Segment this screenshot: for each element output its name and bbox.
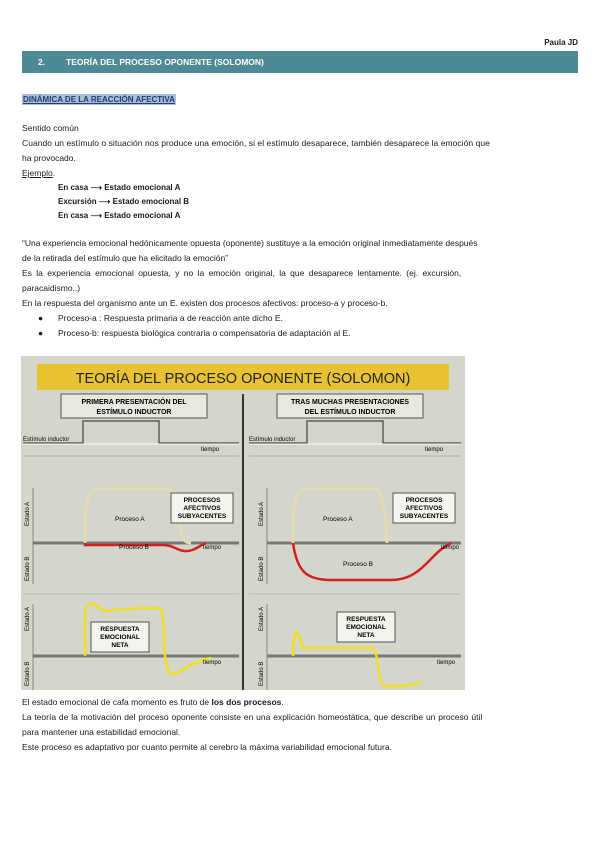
- right-state-b-label: Estado B: [259, 556, 265, 581]
- closing-line-3: para mantener una estabilidad emocional.: [22, 727, 181, 737]
- left-underlying-line-1: PROCESOS: [183, 497, 221, 504]
- left-time-label-3: tiempo: [203, 660, 222, 666]
- bullet-text: Proceso-a : Respuesta primaria a de reacción ante dicho E.: [58, 313, 283, 323]
- author-name: Paula JD: [544, 38, 578, 47]
- example-label-period: .: [52, 168, 56, 178]
- section-heading: [22, 51, 578, 73]
- quote-line-5: En la respuesta del organismo ante un E. existen dos procesos afectivos: proceso-a y proceso-b.: [22, 298, 388, 308]
- left-state-a-label-2: Estado A: [25, 606, 31, 631]
- left-net-line-3: NETA: [111, 642, 129, 649]
- right-panel-header-line-1: TRAS MUCHAS PRESENTACIONES: [290, 399, 410, 406]
- opponent-process-diagram: [21, 356, 465, 690]
- left-net-line-1: RESPUESTA: [100, 626, 140, 633]
- section-number: 2.: [38, 57, 46, 67]
- left-panel-header-line-2: ESTÍMULO INDUCTOR: [96, 409, 172, 416]
- right-underlying-line-2: AFECTIVOS: [405, 505, 443, 512]
- right-state-a-label-2: Estado A: [259, 606, 265, 631]
- right-process-b-label: Proceso B: [343, 561, 373, 568]
- closing-line-1-pre: El estado emocional de cafa momento es fruto de: [22, 697, 212, 707]
- arrow-right-icon: ⟶: [90, 183, 102, 192]
- example-row-2: [58, 195, 189, 209]
- left-state-b-label-2: Estado B: [25, 661, 31, 686]
- section-title: TEORÍA DEL PROCESO OPONENTE (SOLOMON): [66, 57, 264, 67]
- example-right: Estado emocional A: [104, 211, 181, 220]
- quote-line-3: Es la experiencia emocional opuesta, y no la emoción original, la que desaparece lentamente. (ej. excursión,: [22, 268, 462, 278]
- closing-line-1-post: .: [281, 697, 284, 707]
- intro-text-line-1: Cuando un estímulo o situación nos produce una emoción, si el estímulo desaparece, también desaparece la emoción que: [22, 138, 490, 148]
- quote-line-1: “Una experiencia emocional hedónicamente opuesta (oponente) sustituye a la emoción original inmediatamente después: [22, 238, 478, 248]
- example-right: Estado emocional B: [112, 197, 190, 206]
- bullet-dot-icon: ●: [38, 328, 44, 338]
- left-panel-header-line-1: PRIMERA PRESENTACIÓN DEL: [81, 399, 187, 406]
- left-state-b-label: Estado B: [25, 556, 31, 581]
- right-net-line-1: RESPUESTA: [346, 616, 386, 623]
- arrow-right-icon: ⟶: [90, 211, 102, 220]
- example-label-text: Ejemplo: [22, 168, 53, 178]
- intro-text-line-2: ha provocado.: [22, 153, 76, 163]
- right-net-line-3: NETA: [357, 632, 375, 639]
- left-underlying-line-3: SUBYACENTES: [177, 513, 227, 520]
- right-state-b-label-2: Estado B: [259, 661, 265, 686]
- example-left: Excursión: [58, 197, 97, 206]
- left-stimulus-label: Estímulo inductor: [23, 437, 70, 443]
- right-stimulus-label: Estímulo inductor: [249, 437, 296, 443]
- left-process-a-label: Proceso A: [115, 516, 145, 523]
- right-state-a-label: Estado A: [259, 501, 265, 526]
- right-time-label-2: tiempo: [441, 545, 460, 551]
- left-underlying-line-2: AFECTIVOS: [183, 505, 221, 512]
- right-underlying-line-1: PROCESOS: [405, 497, 443, 504]
- quote-line-2: de la retirada del estímulo que ha elicitado la emoción”: [22, 253, 229, 263]
- arrow-right-icon: ⟶: [98, 197, 111, 206]
- left-time-label-1: tiempo: [201, 447, 220, 453]
- bullet-item-2: [38, 326, 350, 341]
- closing-line-2: La teoría de la motivación del proceso oponente consiste en una explicación homeostática, que describe un proceso útil: [22, 712, 483, 722]
- right-process-a-label: Proceso A: [323, 516, 353, 523]
- right-net-line-2: EMOCIONAL: [346, 624, 386, 631]
- diagram-title: TEORÍA DEL PROCESO OPONENTE (SOLOMON): [75, 371, 411, 387]
- right-time-label-3: tiempo: [437, 660, 456, 666]
- example-right: Estado emocional A: [104, 183, 181, 192]
- right-panel-header-line-2: DEL ESTÍMULO INDUCTOR: [304, 409, 396, 416]
- bullet-item-1: [38, 311, 283, 326]
- bullet-dot-icon: ●: [38, 313, 44, 323]
- example-left: En casa: [58, 211, 89, 220]
- bullet-text: Proceso-b: respuesta biológica contraria o compensatoria de adaptación al E.: [58, 328, 351, 338]
- left-time-label-2: tiempo: [203, 545, 222, 551]
- example-row-1: [58, 181, 180, 195]
- intro-label: Sentido común: [22, 123, 79, 133]
- right-time-label-1: tiempo: [425, 447, 444, 453]
- example-row-3: [58, 209, 180, 223]
- quote-line-4: paracaidismo..): [22, 283, 81, 293]
- left-process-b-label: Proceso B: [119, 544, 149, 551]
- subheading: DINÁMICA DE LA REACCIÓN AFECTIVA: [23, 95, 175, 104]
- example-left: En casa: [58, 183, 89, 192]
- left-net-line-2: EMOCIONAL: [100, 634, 140, 641]
- closing-line-1-bold: los dos procesos: [211, 697, 282, 707]
- right-underlying-line-3: SUBYACENTES: [399, 513, 449, 520]
- example-label: [22, 166, 578, 181]
- closing-line-1: [22, 695, 578, 710]
- closing-line-4: Este proceso es adaptativo por cuanto permite al cerebro la máxima variabilidad emocional futura.: [22, 742, 392, 752]
- left-state-a-label: Estado A: [25, 501, 31, 526]
